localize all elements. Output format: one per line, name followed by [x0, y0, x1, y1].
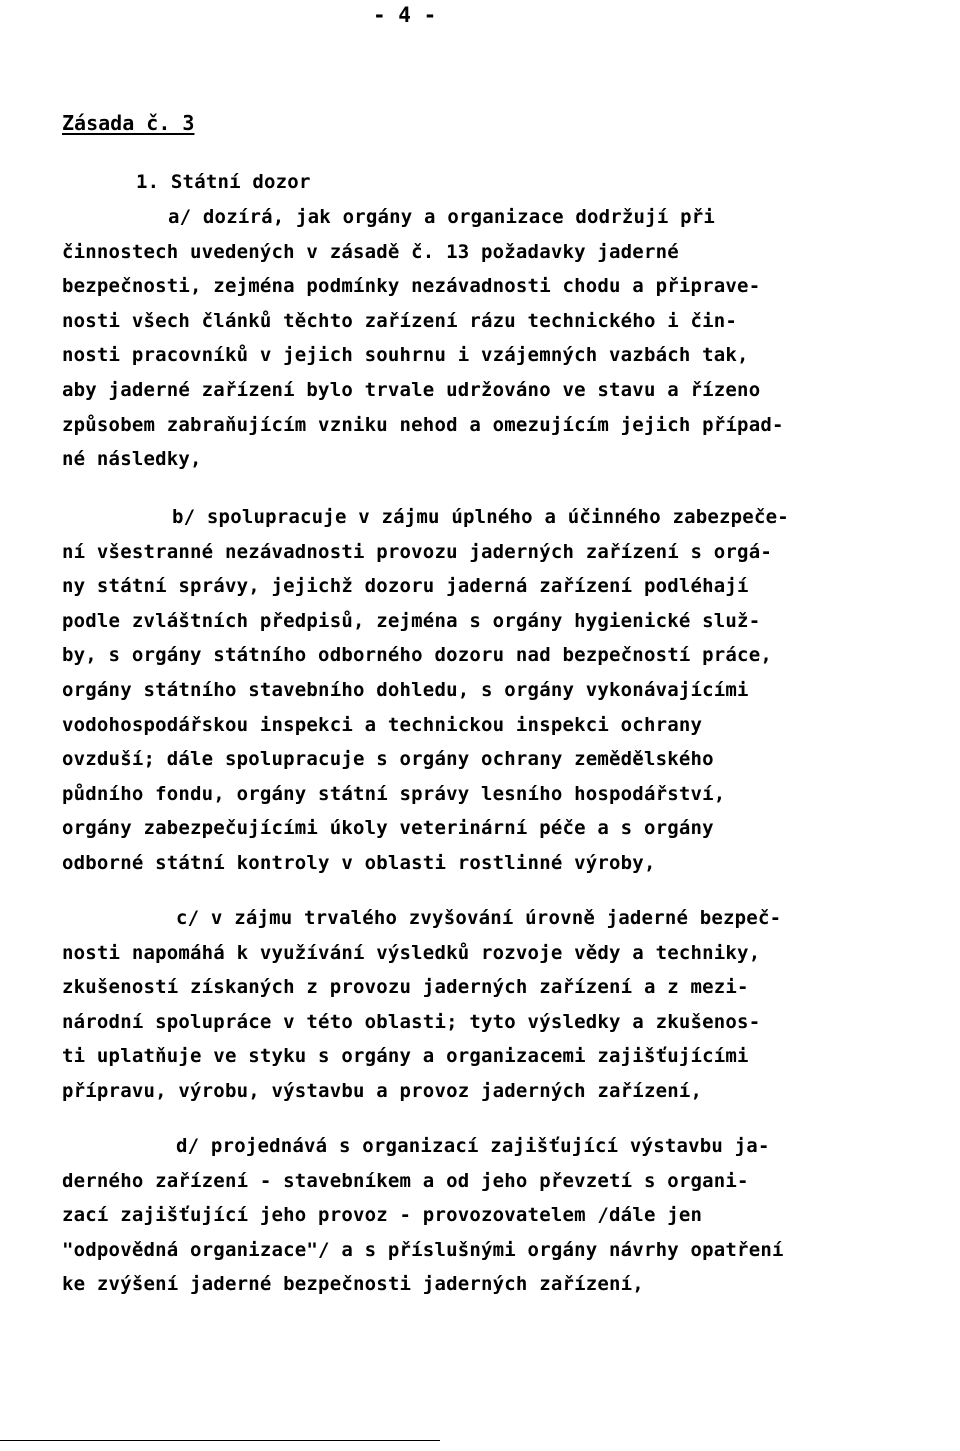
- paragraph-b-line: orgány zabezpečujícími úkoly veterinární péče a s orgány: [62, 817, 714, 839]
- paragraph-c-line: zkušeností získaných z provozu jaderných zařízení a z mezi-: [62, 976, 749, 998]
- paragraph-d-line: ke zvýšení jaderné bezpečnosti jaderných zařízení,: [62, 1273, 644, 1295]
- paragraph-a-line: aby jaderné zařízení bylo trvale udržováno ve stavu a řízeno: [62, 379, 761, 401]
- paragraph-a-line: činnostech uvedených v zásadě č. 13 požadavky jaderné: [62, 241, 679, 263]
- paragraph-d-line: zací zajišťující jeho provoz - provozovatelem /dále jen: [62, 1204, 703, 1226]
- paragraph-a-line: způsobem zabraňujícím vzniku nehod a omezujícím jejich případ-: [62, 414, 784, 436]
- paragraph-b-line: ny státní správy, jejichž dozoru jaderná zařízení podléhají: [62, 575, 749, 597]
- paragraph-c-line: c/ v zájmu trvalého zvyšování úrovně jaderné bezpeč-: [176, 907, 782, 929]
- paragraph-b-line: by, s orgány státního odborného dozoru nad bezpečností práce,: [62, 644, 772, 666]
- paragraph-c-line: nosti napomáhá k využívání výsledků rozvoje vědy a techniky,: [62, 942, 761, 964]
- paragraph-b-line: odborné státní kontroly v oblasti rostlinné výroby,: [62, 852, 656, 874]
- paragraph-b-line: b/ spolupracuje v zájmu úplného a účinného zabezpeče-: [172, 506, 789, 528]
- section-title: 1. Státní dozor: [136, 171, 311, 193]
- paragraph-c-line: přípravu, výrobu, výstavbu a provoz jaderných zařízení,: [62, 1080, 703, 1102]
- paragraph-d-line: "odpovědná organizace"/ a s příslušnými orgány návrhy opatření: [62, 1239, 784, 1261]
- paragraph-b-line: podle zvláštních předpisů, zejména s orgány hygienické služ-: [62, 610, 761, 632]
- footer-rule: [0, 1440, 440, 1441]
- paragraph-a-line: né následky,: [62, 448, 202, 470]
- paragraph-a-line: nosti všech článků těchto zařízení rázu technického i čin-: [62, 310, 738, 332]
- paragraph-a-line: a/ dozírá, jak orgány a organizace dodržují při: [168, 206, 716, 228]
- principle-heading: Zásada č. 3: [62, 111, 195, 135]
- paragraph-b-line: vodohospodářskou inspekci a technickou inspekci ochrany: [62, 714, 703, 736]
- paragraph-c-line: národní spolupráce v této oblasti; tyto výsledky a zkušenos-: [62, 1011, 761, 1033]
- paragraph-a-line: nosti pracovníků v jejich souhrnu i vzájemných vazbách tak,: [62, 344, 749, 366]
- paragraph-a-line: bezpečnosti, zejména podmínky nezávadnosti chodu a připrave-: [62, 275, 761, 297]
- paragraph-b-line: ní všestranné nezávadnosti provozu jaderných zařízení s orgá-: [62, 541, 772, 563]
- paragraph-d-line: derného zařízení - stavebníkem a od jeho převzetí s organi-: [62, 1170, 749, 1192]
- paragraph-d-line: d/ projednává s organizací zajišťující výstavbu ja-: [176, 1135, 770, 1157]
- paragraph-b-line: ovzduší; dále spolupracuje s orgány ochrany zemědělského: [62, 748, 714, 770]
- page-number: - 4 -: [373, 3, 437, 27]
- paragraph-b-line: půdního fondu, orgány státní správy lesního hospodářství,: [62, 783, 726, 805]
- paragraph-b-line: orgány státního stavebního dohledu, s orgány vykonávajícími: [62, 679, 749, 701]
- paragraph-c-line: ti uplatňuje ve styku s orgány a organizacemi zajišťujícími: [62, 1045, 749, 1067]
